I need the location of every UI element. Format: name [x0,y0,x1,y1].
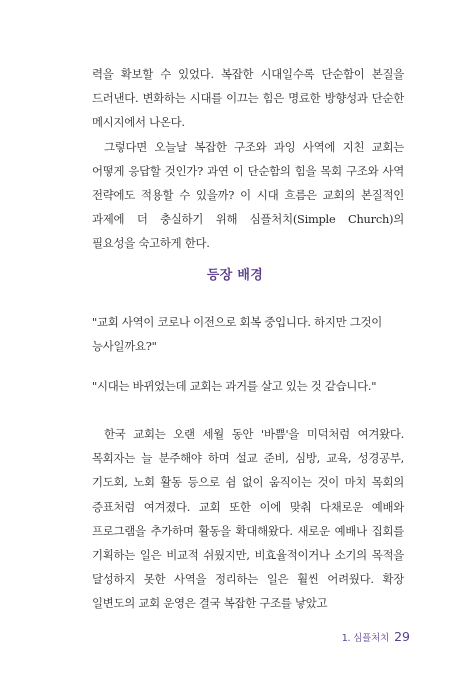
body-text-bottom [92,422,404,616]
page-footer [342,626,410,645]
quote: "시대는 바뀌었는데 교회는 과거를 살고 있는 것 같습니다." [92,379,377,393]
quote: "교회 사역이 코로나 이전으로 회복 중입니다. 하지만 그것이 능사일까요?" [92,315,383,354]
paragraph: 력을 확보할 수 있었다. 복잡한 시대일수록 단순함이 본질을 드러낸다. 변화하는 시대를 이끄는 힘은 명료한 방향성과 단순한 메시지에서 나온다. [92,67,404,130]
paragraph: 한국 교회는 오랜 세월 동안 '바쁨'을 미덕처럼 여겨왔다. 목회자는 늘 분주해야 하며 설교 준비, 심방, 교육, 성경공부, 기도회, 노회 활동 등으로 쉼 없이 움직이는 것이 마치 목회의 증표처럼 여겨졌다. 교회 또한 이에 맞춰 다채로운 예배와 프로그램을 추가하며 활동을 확대해왔다. 새로운 예배나 집회를 기획하는 일은 비교적 쉬웠지만, 비효율적이거나 소기의 목적을 달성하지 못한 사역을 정리하는 일은 훨씬 어려웠다. 확장 일변도의 교회 운영은 결국 복잡한 구조를 낳았고 [92,427,404,611]
section-heading: 등장 배경 [206,268,264,283]
page-number: 29 [394,629,410,644]
body-text-top [92,62,404,256]
chapter-label: 1. 심플처치 [341,633,390,644]
paragraph: 그렇다면 오늘날 복잡한 구조와 과잉 사역에 지친 교회는 어떻게 응답할 것인가? 과연 이 단순함의 힘을 목회 구조와 사역 전략에도 적용할 수 있을까? 이 시대 흐름은 교회의 본질적인 과제에 더 충실하기 위해 심플처치(Simple Church)의 필요성을 숙고하게 한다. [92,139,404,251]
